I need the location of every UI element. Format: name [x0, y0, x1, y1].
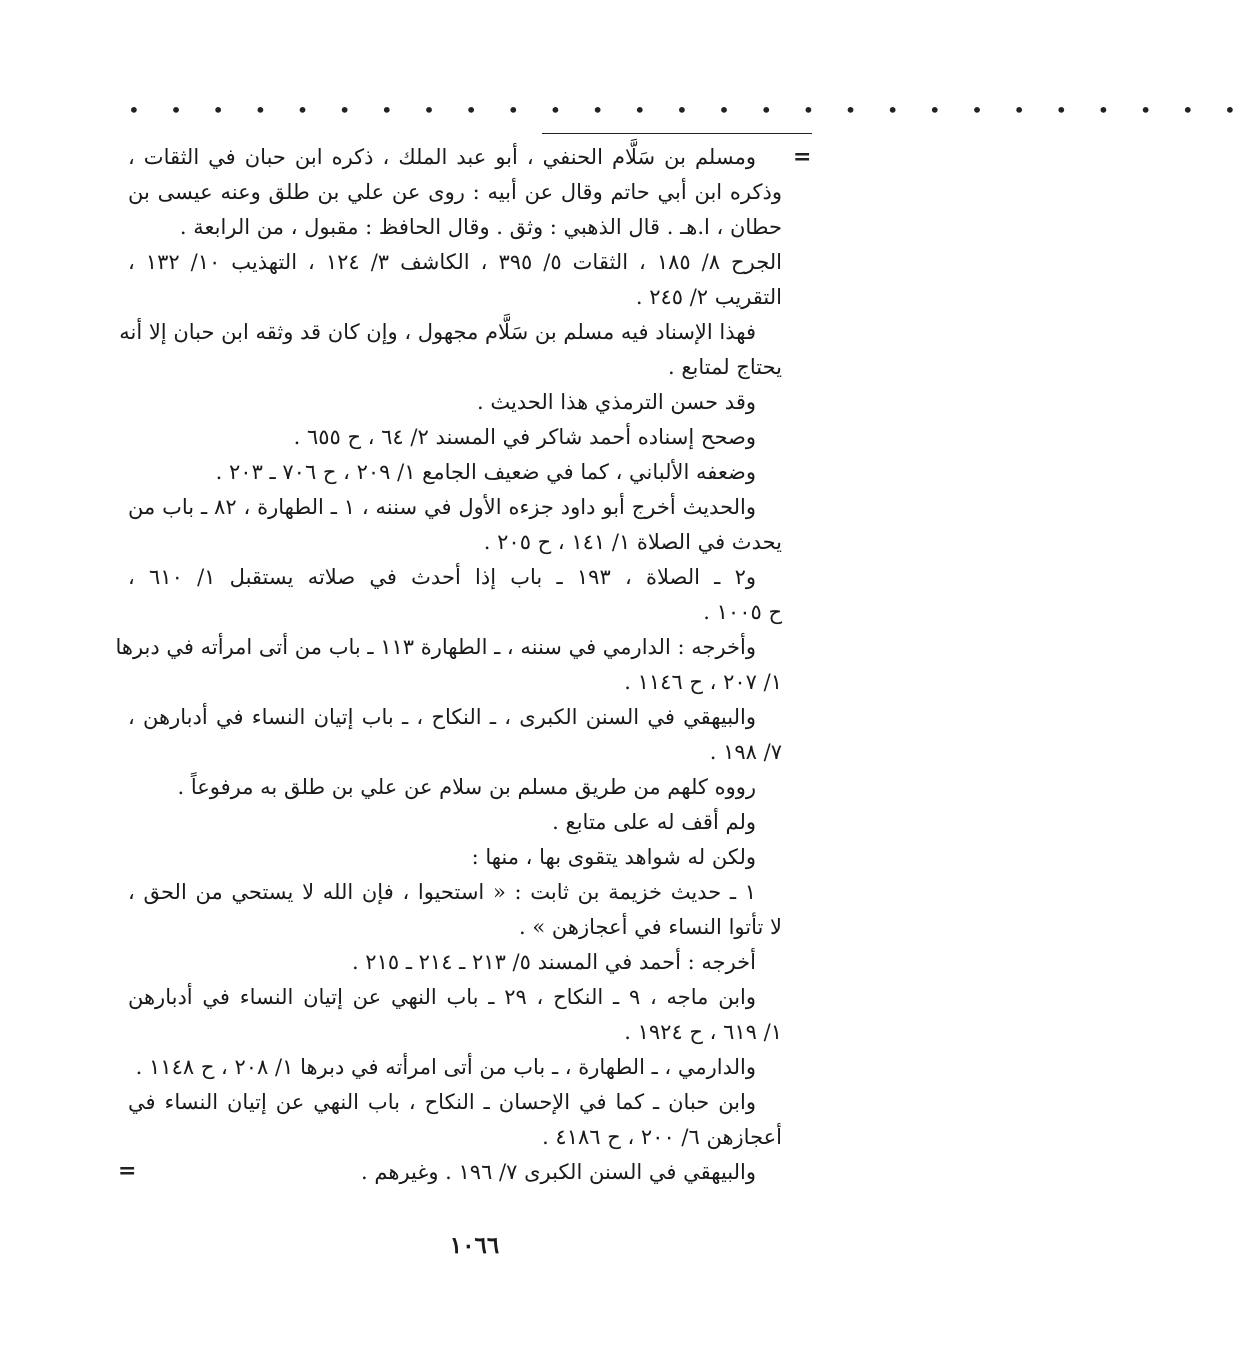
- text-line: والدارمي ، ـ الطهارة ، ـ باب من أتى امرأته في دبرها ١/ ٢٠٨ ، ح ١١٤٨ .: [135, 1055, 756, 1079]
- text-line: ١ ـ حديث خزيمة بن ثابت : « استحيوا ، فإن الله لا يستحي من الحق ،: [128, 880, 756, 904]
- header-dots: • • • • • • • • • • • • • • • • • • • • • • • • • • •: [128, 98, 1248, 122]
- footnote-body: [115, 140, 782, 1190]
- text-line: وأخرجه : الدارمي في سننه ، ـ الطهارة ١١٣ ـ باب من أتى امرأته في دبرها: [115, 635, 756, 659]
- continuation-mark-bottom: =: [118, 1158, 137, 1184]
- text-line: ح ١٠٠٥ .: [703, 600, 782, 624]
- text-line: فهذا الإسناد فيه مسلم بن سَلَّام مجهول ، وإن كان قد وثقه ابن حبان إلا أنه: [119, 320, 756, 344]
- text-line: ١/ ٦١٩ ، ح ١٩٢٤ .: [624, 1020, 782, 1044]
- text-line: ولم أقف له على متابع .: [552, 810, 756, 834]
- page-number: ١٠٦٦: [449, 1232, 500, 1259]
- text-line: وصحح إسناده أحمد شاكر في المسند ٢/ ٦٤ ، ح ٦٥٥ .: [293, 425, 756, 449]
- text-line: والبيهقي في السنن الكبرى ، ـ النكاح ، ـ باب إتيان النساء في أدبارهن ،: [128, 705, 756, 729]
- text-line: وذكره ابن أبي حاتم وقال عن أبيه : روى عن علي بن طلق وعنه عيسى بن: [128, 180, 782, 204]
- text-line: والبيهقي في السنن الكبرى ٧/ ١٩٦ . وغيرهم .: [361, 1160, 756, 1184]
- text-line: وابن حبان ـ كما في الإحسان ـ النكاح ، باب النهي عن إتيان النساء في: [128, 1090, 756, 1114]
- text-line: ٧/ ١٩٨ .: [709, 740, 782, 764]
- text-line: وضعفه الألباني ، كما في ضعيف الجامع ١/ ٢٠٩ ، ح ٧٠٦ ـ ٢٠٣ .: [215, 460, 756, 484]
- text-line: يحدث في الصلاة ١/ ١٤١ ، ح ٢٠٥ .: [483, 530, 782, 554]
- text-line: حطان ، ا.هـ . قال الذهبي : وثق . وقال الحافظ : مقبول ، من الرابعة .: [179, 215, 782, 239]
- text-line: الجرح ٨/ ١٨٥ ، الثقات ٥/ ٣٩٥ ، الكاشف ٣/ ١٢٤ ، التهذيب ١٠/ ١٣٢ ،: [128, 250, 782, 274]
- text-line: وقد حسن الترمذي هذا الحديث .: [476, 390, 756, 414]
- text-line: يحتاج لمتابع .: [667, 355, 782, 379]
- text-line: وابن ماجه ، ٩ ـ النكاح ، ٢٩ ـ باب النهي عن إتيان النساء في أدبارهن: [128, 985, 757, 1009]
- text-line: أخرجه : أحمد في المسند ٥/ ٢١٣ ـ ٢١٤ ـ ٢١٥ .: [351, 950, 756, 974]
- text-line: لا تأتوا النساء في أعجازهن » .: [519, 915, 782, 939]
- text-line: رووه كلهم من طريق مسلم بن سلام عن علي بن طلق به مرفوعاً .: [177, 775, 756, 799]
- text-line: والحديث أخرج أبو داود جزءه الأول في سننه ، ١ ـ الطهارة ، ٨٢ ـ باب من: [128, 495, 756, 519]
- text-line: ولكن له شواهد يتقوى بها ، منها :: [471, 845, 756, 869]
- footnote-rule: [542, 133, 812, 134]
- text-line: ١/ ٢٠٧ ، ح ١١٤٦ .: [624, 670, 782, 694]
- text-line: أعجازهن ٦/ ٢٠٠ ، ح ٤١٨٦ .: [542, 1125, 782, 1149]
- continuation-mark-top: =: [793, 144, 812, 170]
- text-line: ومسلم بن سَلَّام الحنفي ، أبو عبد الملك ، ذكره ابن حبان في الثقات ،: [128, 145, 756, 169]
- text-line: و٢ ـ الصلاة ، ١٩٣ ـ باب إذا أحدث في صلاته يستقبل ١/ ٦١٠ ،: [128, 565, 757, 589]
- text-line: التقريب ٢/ ٢٤٥ .: [635, 285, 782, 309]
